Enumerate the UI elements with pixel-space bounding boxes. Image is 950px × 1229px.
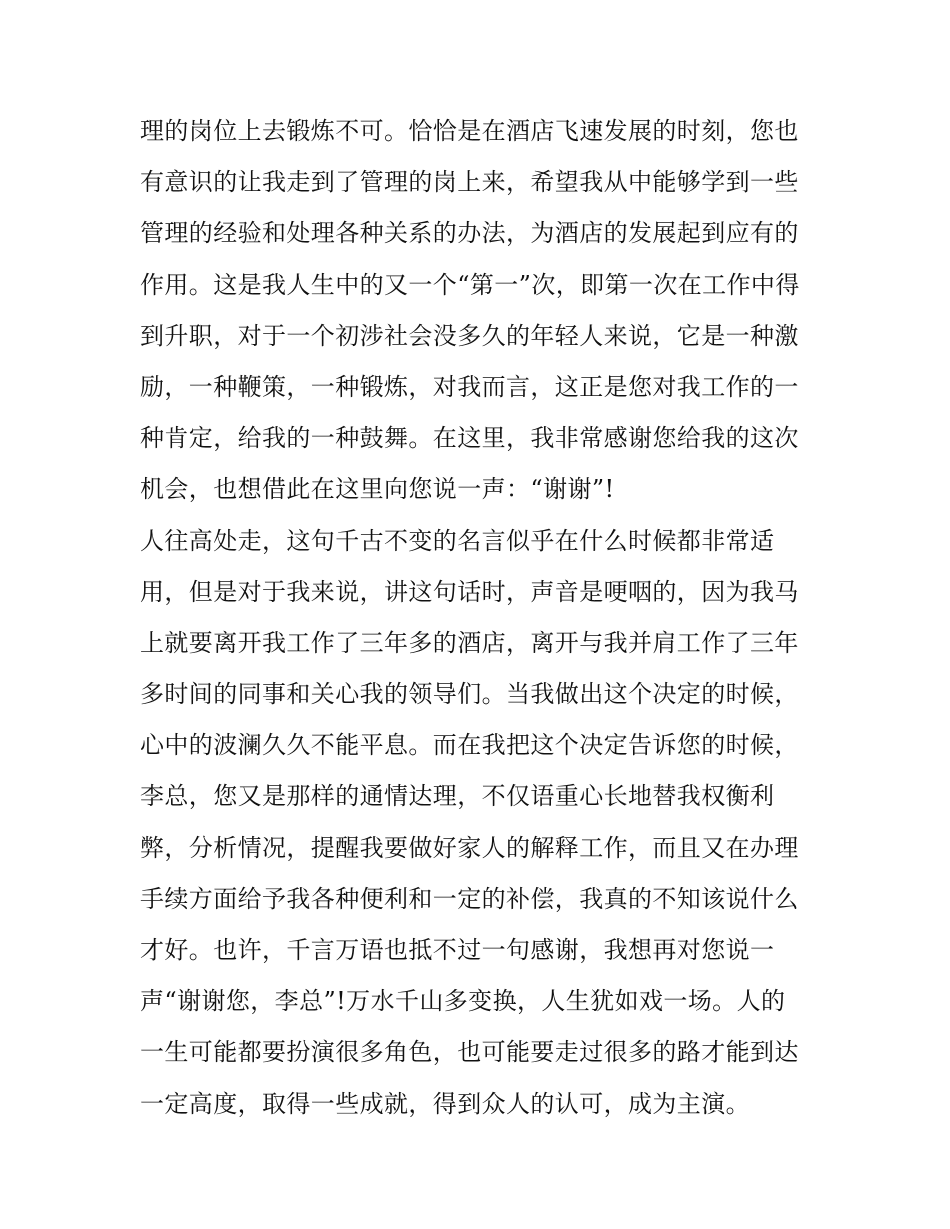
text-line: 励，一种鞭策，一种锻炼，对我而言，这正是您对我工作的一 (140, 372, 799, 401)
text-line: 到升职，对于一个初涉社会没多久的年轻人来说，它是一种激 (140, 321, 799, 350)
text-line: 李总，您又是那样的通情达理，不仅语重心长地替我权衡利 (140, 782, 775, 811)
text-line: 手续方面给予我各种便利和一定的补偿，我真的不知该说什么 (140, 884, 799, 913)
text-line: 机会，也想借此在这里向您说一声：“谢谢”! (140, 475, 615, 504)
text-line: 人往高处走，这句千古不变的名言似乎在什么时候都非常适 (140, 526, 775, 555)
text-line: 理的岗位上去锻炼不可。恰恰是在酒店飞速发展的时刻，您也 (140, 117, 799, 145)
text-line: 有意识的让我走到了管理的岗上来，希望我从中能够学到一些 (140, 168, 799, 197)
body-text (140, 106, 820, 1130)
text-line: 心中的波澜久久不能平息。而在我把这个决定告诉您的时候， (140, 731, 799, 760)
text-line: 作用。这是我人生中的又一个“第一”次，即第一次在工作中得 (140, 270, 800, 299)
text-line: 多时间的同事和关心我的领导们。当我做出这个决定的时候， (140, 680, 799, 709)
text-line: 才好。也许，千言万语也抵不过一句感谢，我想再对您说一 (140, 936, 775, 964)
text-line: 管理的经验和处理各种关系的办法，为酒店的发展起到应有的 (140, 219, 799, 248)
text-line: 弊，分析情况，提醒我要做好家人的解释工作，而且又在办理 (140, 833, 799, 862)
text-line: 一生可能都要扮演很多角色，也可能要走过很多的路才能到达 (140, 1038, 799, 1067)
text-line: 声“谢谢您，李总”!万水千山多变换，人生犹如戏一场。人的 (140, 987, 786, 1016)
text-line: 种肯定，给我的一种鼓舞。在这里，我非常感谢您给我的这次 (140, 424, 799, 453)
text-line: 一定高度，取得一些成就，得到众人的认可，成为主演。 (140, 1089, 750, 1118)
text-line: 用，但是对于我来说，讲这句话时，声音是哽咽的，因为我马 (140, 577, 799, 606)
text-line: 上就要离开我工作了三年多的酒店，离开与我并肩工作了三年 (140, 628, 799, 657)
